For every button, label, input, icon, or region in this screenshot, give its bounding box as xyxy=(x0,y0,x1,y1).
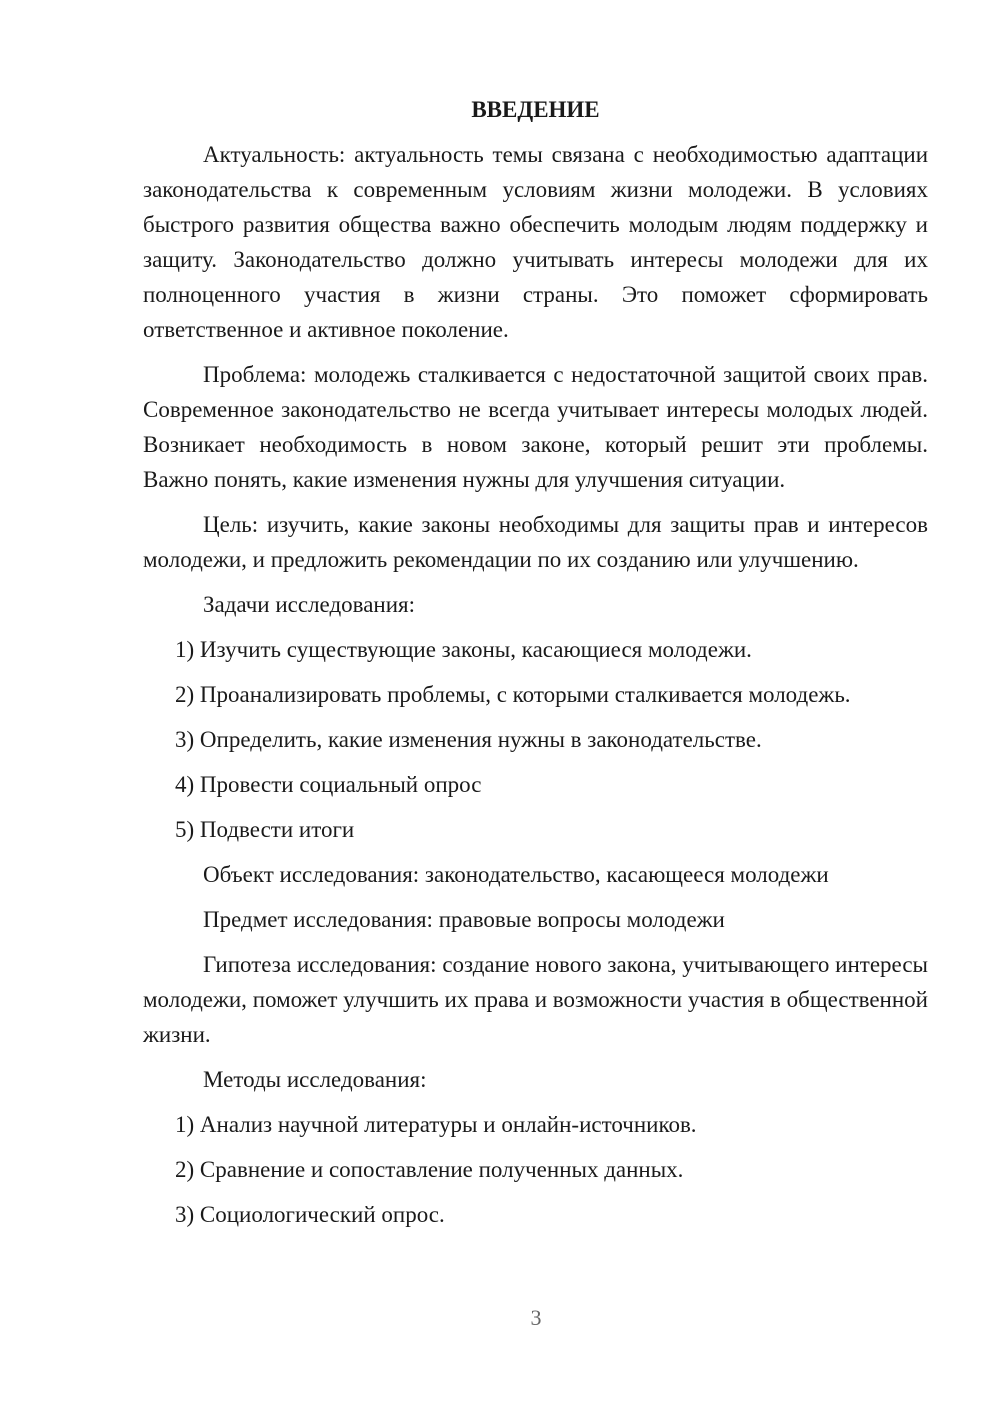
research-hypothesis: Гипотеза исследования: создание нового закона, учитывающего интересы молодежи, поможет улучшить их права и возможности участия в общественной жизни. xyxy=(143,952,928,1047)
task-item: 3) Определить, какие изменения нужны в законодательстве. xyxy=(175,727,762,752)
page-content xyxy=(143,92,928,1242)
paragraph-problem: Проблема: молодежь сталкивается с недостаточной защитой своих прав. Современное законодательство не всегда учитывает интересы молодых людей. Возникает необходимость в новом законе, который решит эти проблемы. Важно понять, какие изменения нужны для улучшения ситуации. xyxy=(143,362,928,492)
task-item: 2) Проанализировать проблемы, с которыми сталкивается молодежь. xyxy=(175,682,851,707)
task-item: 1) Изучить существующие законы, касающиеся молодежи. xyxy=(175,637,752,662)
paragraph-relevance: Актуальность: актуальность темы связана с необходимостью адаптации законодательства к современным условиям жизни молодежи. В условиях быстрого развития общества важно обеспечить молодым людям поддержку и защиту. Законодательство должно учитывать интересы молодежи для их полноценного участия в жизни страны. Это поможет сформировать ответственное и активное поколение. xyxy=(143,142,928,342)
paragraph-goal: Цель: изучить, какие законы необходимы для защиты прав и интересов молодежи, и предложить рекомендации по их созданию или улучшению. xyxy=(143,512,928,572)
tasks-heading: Задачи исследования: xyxy=(203,592,416,617)
page-number: 3 xyxy=(530,1305,542,1330)
task-item: 5) Подвести итоги xyxy=(175,817,355,842)
research-object: Объект исследования: законодательство, касающееся молодежи xyxy=(203,862,829,887)
method-item: 3) Социологический опрос. xyxy=(175,1202,445,1227)
research-subject: Предмет исследования: правовые вопросы молодежи xyxy=(203,907,725,932)
task-item: 4) Провести социальный опрос xyxy=(175,772,482,797)
methods-heading: Методы исследования: xyxy=(203,1067,427,1092)
method-item: 2) Сравнение и сопоставление полученных данных. xyxy=(175,1157,684,1182)
method-item: 1) Анализ научной литературы и онлайн-источников. xyxy=(175,1112,697,1137)
section-title: ВВЕДЕНИЕ xyxy=(471,97,600,122)
